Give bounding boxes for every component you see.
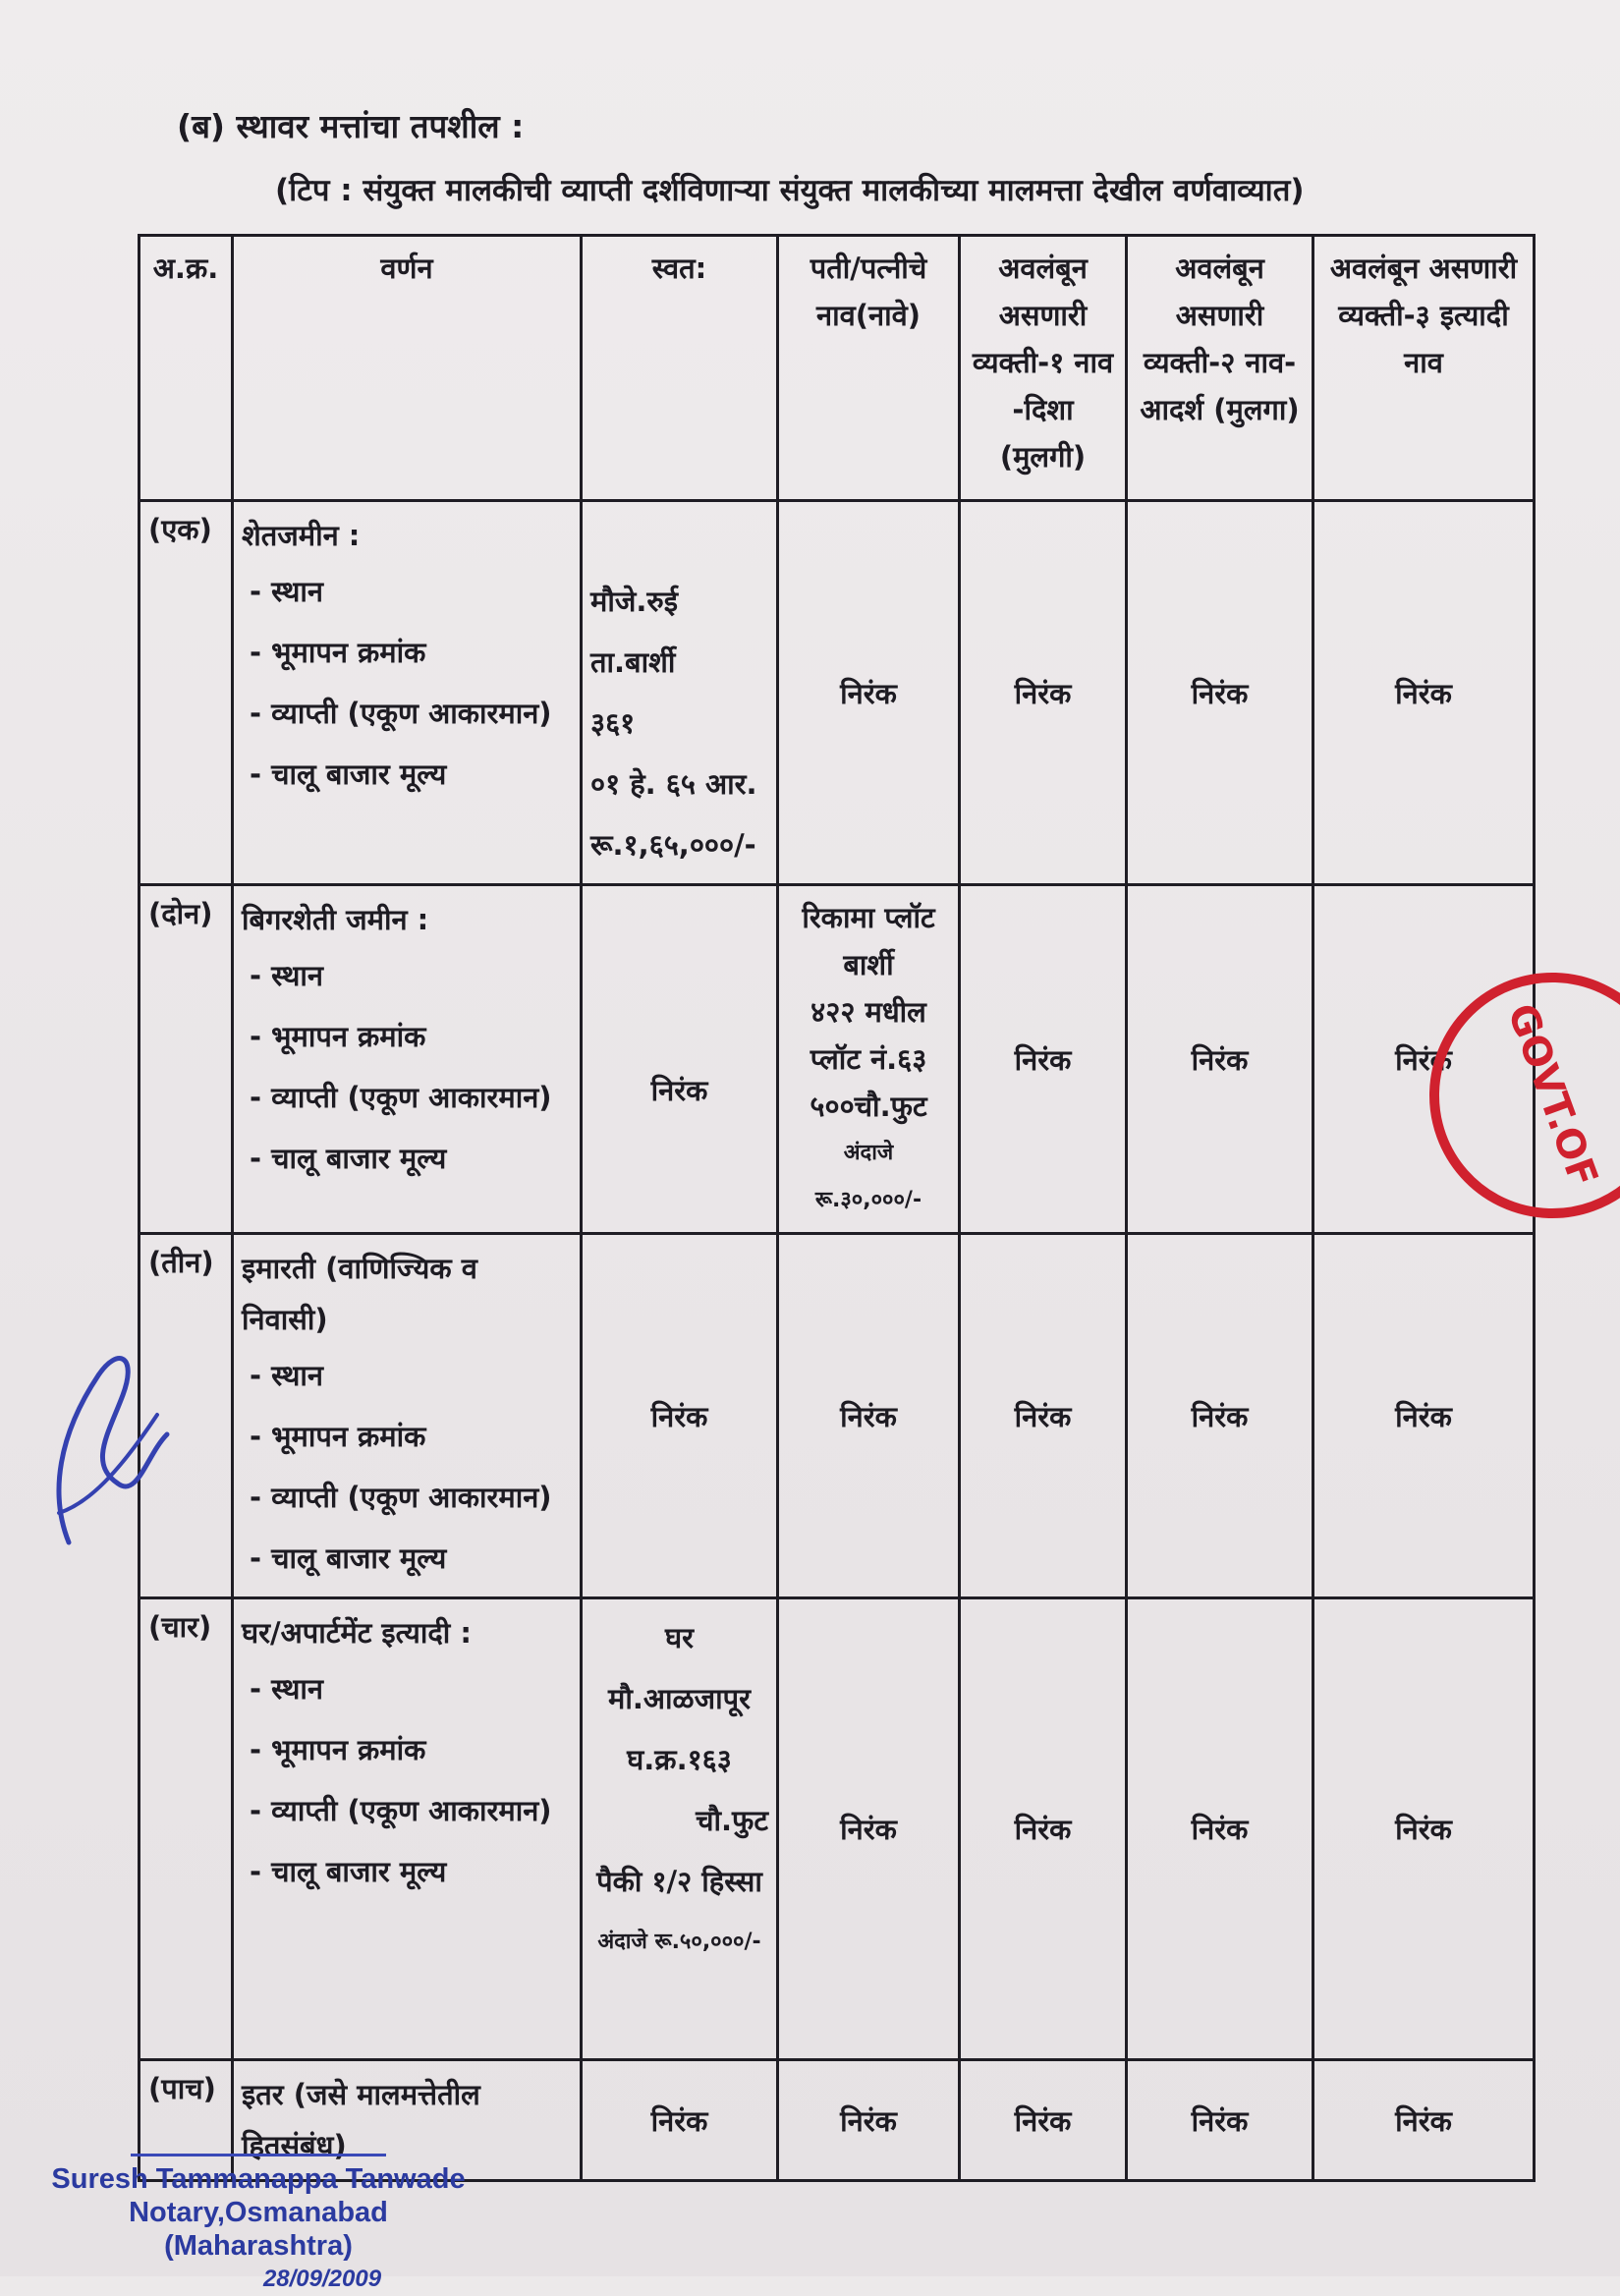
notary-date: 28/09/2009 bbox=[262, 2266, 382, 2292]
notary-signature bbox=[131, 2132, 386, 2156]
table-row bbox=[140, 1234, 1535, 1598]
self-value: ०१ हे. ६५ आर. bbox=[590, 767, 757, 801]
desc-item: - चालू बाजार मूल्य bbox=[250, 1142, 447, 1175]
row-dependent-3: निरंक bbox=[1313, 501, 1535, 885]
row-title: घर/अपार्टमेंट इत्यादी : bbox=[242, 1616, 472, 1650]
row-description bbox=[233, 501, 582, 885]
row-dependent-2: निरंक bbox=[1127, 1234, 1313, 1598]
section-note: (टिप : संयुक्त मालकीची व्याप्ती दर्शविणाऱ्या संयुक्त मालकीच्या मालमत्ता देखील वर्णवाव्यात) bbox=[275, 173, 1305, 208]
desc-item: - व्याप्ती (एकूण आकारमान) bbox=[250, 1081, 552, 1114]
section-heading: (ब) स्थावर मत्तांचा तपशील : bbox=[177, 107, 525, 145]
row-self: निरंक bbox=[582, 885, 778, 1234]
row-self: निरंक bbox=[582, 2060, 778, 2181]
row-self: निरंक bbox=[582, 1234, 778, 1598]
desc-item: - भूमापन क्रमांक bbox=[250, 1733, 426, 1766]
self-value: मौजे.रुई ता.बार्शी bbox=[590, 585, 678, 679]
row-spouse: निरंक bbox=[778, 2060, 960, 2181]
desc-item: - भूमापन क्रमांक bbox=[250, 636, 426, 669]
table-row bbox=[140, 501, 1535, 885]
row-title: इतर (जसे मालमत्तेतील हितसंबंध) bbox=[242, 2078, 480, 2162]
row-spouse: निरंक bbox=[778, 1598, 960, 2060]
desc-item: - स्थान bbox=[250, 1359, 323, 1392]
self-value: घर bbox=[664, 1621, 694, 1654]
table-row bbox=[140, 885, 1535, 1234]
table-row bbox=[140, 1598, 1535, 2060]
header-spouse: पती/पत्नीचे नाव(नावे) bbox=[778, 236, 960, 501]
desc-item: - भूमापन क्रमांक bbox=[250, 1020, 426, 1053]
row-spouse: निरंक bbox=[778, 501, 960, 885]
row-title: शेतजमीन : bbox=[242, 519, 361, 552]
desc-item: - स्थान bbox=[250, 959, 323, 992]
self-value: घ.क्र.१६३ bbox=[627, 1743, 732, 1776]
self-value: चौ.फुट bbox=[696, 1804, 768, 1837]
self-value: अंदाजे रू.५०,०००/- bbox=[597, 1930, 761, 1954]
header-self: स्वत: bbox=[582, 236, 778, 501]
row-dependent-2: निरंक bbox=[1127, 2060, 1313, 2181]
notary-name: Suresh Tammanappa Tanwade bbox=[51, 2163, 466, 2195]
row-dependent-1: निरंक bbox=[960, 1598, 1127, 2060]
row-dependent-1: निरंक bbox=[960, 885, 1127, 1234]
header-row bbox=[140, 236, 1535, 501]
desc-item: - स्थान bbox=[250, 1672, 323, 1706]
row-serial: (चार) bbox=[140, 1598, 233, 2060]
header-serial: अ.क्र. bbox=[140, 236, 233, 501]
header-dependent-2: अवलंबून असणारी व्यक्ती-२ नाव-आदर्श (मुलगा) bbox=[1127, 236, 1313, 501]
row-serial: (तीन) bbox=[140, 1234, 233, 1598]
immovable-assets-table bbox=[138, 234, 1536, 2182]
desc-item: - व्याप्ती (एकूण आकारमान) bbox=[250, 697, 552, 730]
self-value: मौ.आळजापूर bbox=[608, 1682, 751, 1715]
desc-item: - व्याप्ती (एकूण आकारमान) bbox=[250, 1794, 552, 1827]
margin-signature bbox=[29, 1316, 177, 1562]
row-serial: (एक) bbox=[140, 501, 233, 885]
row-title: बिगरशेती जमीन : bbox=[242, 903, 429, 936]
header-dependent-1: अवलंबून असणारी व्यक्ती-१ नाव -दिशा (मुलगी) bbox=[960, 236, 1127, 501]
row-serial: (पाच) bbox=[140, 2060, 233, 2181]
desc-item: - भूमापन क्रमांक bbox=[250, 1420, 426, 1453]
row-self bbox=[582, 1598, 778, 2060]
notary-stamp bbox=[37, 2132, 479, 2296]
spouse-value: प्लॉट नं.६३ bbox=[810, 1042, 927, 1076]
row-description bbox=[233, 1598, 582, 2060]
self-value: पैकी १/२ हिस्सा bbox=[596, 1865, 762, 1898]
desc-item: - चालू बाजार मूल्य bbox=[250, 1855, 447, 1888]
row-dependent-3: निरंक bbox=[1313, 885, 1535, 1234]
row-dependent-3: निरंक bbox=[1313, 1234, 1535, 1598]
row-dependent-2: निरंक bbox=[1127, 501, 1313, 885]
desc-item: - चालू बाजार मूल्य bbox=[250, 757, 447, 791]
row-dependent-1: निरंक bbox=[960, 2060, 1127, 2181]
self-value: ३६१ bbox=[590, 706, 636, 740]
row-dependent-2: निरंक bbox=[1127, 1598, 1313, 2060]
row-spouse bbox=[778, 885, 960, 1234]
row-description bbox=[233, 885, 582, 1234]
spouse-value: बार्शी bbox=[843, 948, 894, 981]
row-spouse: निरंक bbox=[778, 1234, 960, 1598]
desc-item: - चालू बाजार मूल्य bbox=[250, 1541, 447, 1575]
desc-item: - स्थान bbox=[250, 575, 323, 608]
row-dependent-3: निरंक bbox=[1313, 2060, 1535, 2181]
notary-title: Notary,Osmanabad bbox=[129, 2197, 388, 2228]
self-value: रू.१,६५,०००/- bbox=[590, 828, 756, 862]
spouse-value: अंदाजे रू.३०,०००/- bbox=[814, 1141, 922, 1212]
header-description: वर्णन bbox=[233, 236, 582, 501]
spouse-value: ५००चौ.फुट bbox=[810, 1090, 927, 1123]
header-dependent-3: अवलंबून असणारी व्यक्ती-३ इत्यादी नाव bbox=[1313, 236, 1535, 501]
row-title: इमारती (वाणिज्यिक व निवासी) bbox=[242, 1252, 477, 1336]
spouse-value: रिकामा प्लॉट bbox=[802, 901, 935, 934]
row-dependent-2: निरंक bbox=[1127, 885, 1313, 1234]
row-dependent-3: निरंक bbox=[1313, 1598, 1535, 2060]
row-self bbox=[582, 501, 778, 885]
notary-state: (Maharashtra) bbox=[164, 2230, 353, 2262]
desc-item: - व्याप्ती (एकूण आकारमान) bbox=[250, 1481, 552, 1514]
row-dependent-1: निरंक bbox=[960, 1234, 1127, 1598]
row-dependent-1: निरंक bbox=[960, 501, 1127, 885]
row-description bbox=[233, 1234, 582, 1598]
row-serial: (दोन) bbox=[140, 885, 233, 1234]
spouse-value: ४२२ मधील bbox=[810, 995, 926, 1029]
stamp-text: GOVT.OF bbox=[1498, 997, 1606, 1194]
